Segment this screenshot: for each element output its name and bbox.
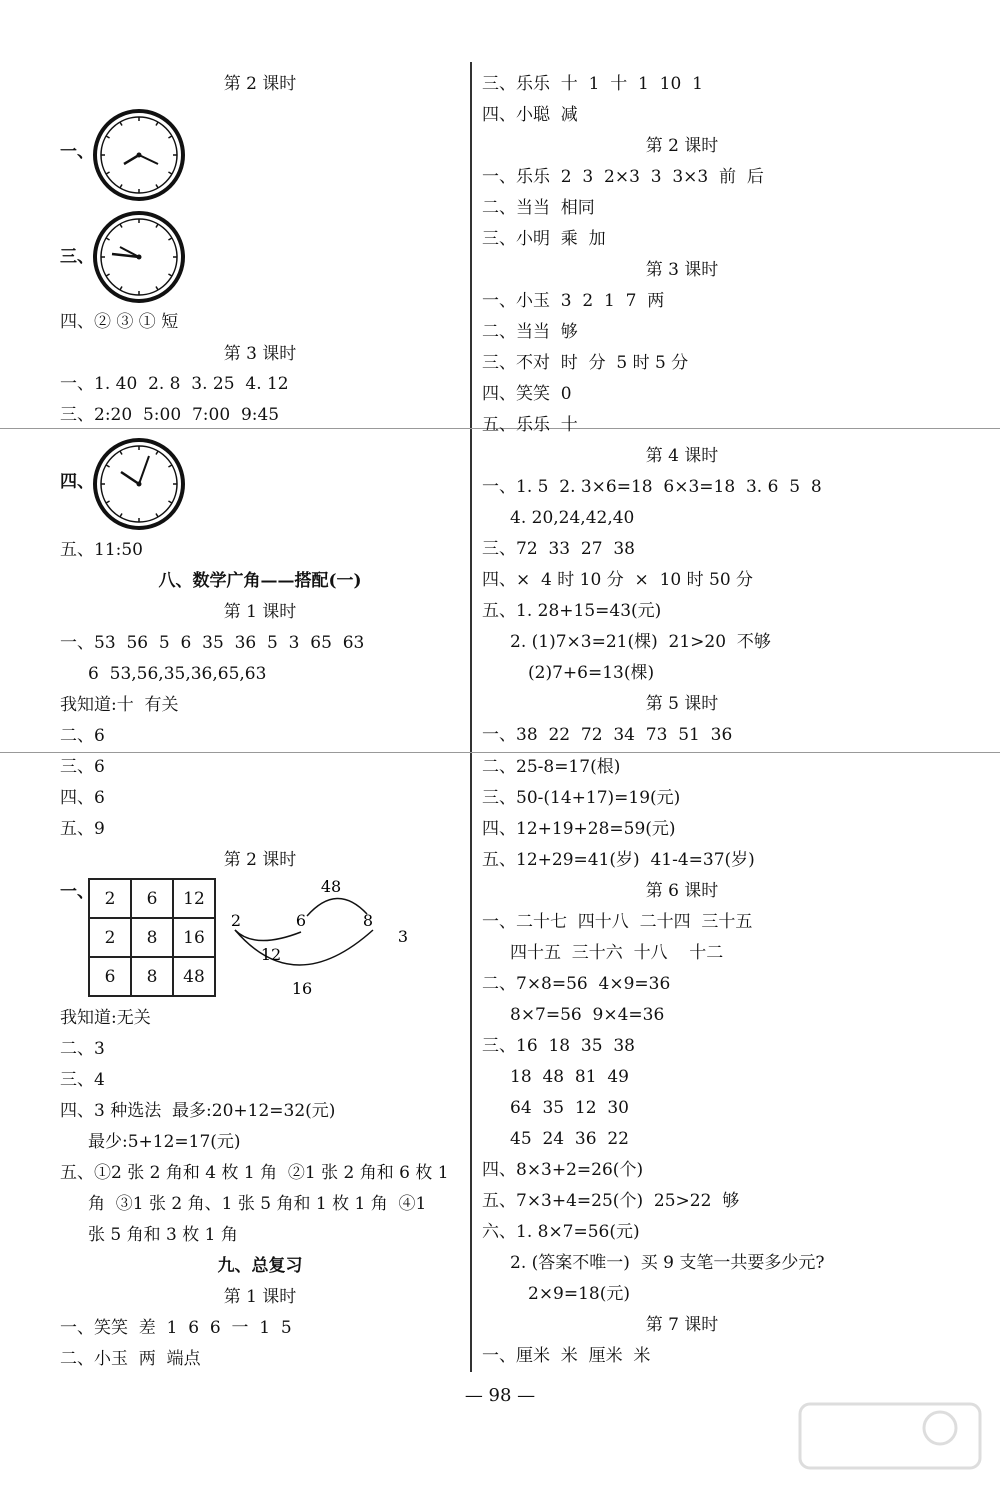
arc-label: 12 — [260, 945, 282, 964]
answer-line: 一、二十七 四十八 二十四 三十五 — [482, 912, 753, 932]
clock-tick — [120, 122, 122, 125]
answer-line: 三、6 — [60, 757, 105, 777]
question-label: 一、 — [60, 142, 94, 162]
grid-cell: 8 — [131, 957, 173, 996]
answer-line: 三、72 33 27 38 — [482, 539, 635, 559]
clock-tick — [156, 122, 158, 125]
section-title: 第 2 课时 — [645, 136, 719, 156]
answer-line: 18 48 81 49 — [510, 1067, 629, 1087]
answer-line: 二、25-8=17(根) — [482, 757, 621, 777]
answer-line: 2. (1)7×3=21(棵) 21>20 不够 — [510, 632, 771, 652]
answer-line: 六、1. 8×7=56(元) — [482, 1222, 640, 1242]
arc-label: 3 — [397, 927, 409, 946]
clock-tick — [168, 274, 171, 276]
question-label: 三、 — [60, 247, 94, 267]
grid-cell: 6 — [89, 957, 131, 996]
section-title: 第 1 课时 — [223, 602, 297, 622]
page-number: — 98 — — [464, 1385, 536, 1406]
answer-line: 三、50-(14+17)=19(元) — [482, 788, 681, 808]
answer-line: 五、乐乐 十 — [482, 415, 578, 435]
answer-line: 五、9 — [60, 819, 105, 839]
answer-line: 6 53,56,35,36,65,63 — [88, 664, 267, 684]
chapter-title: 九、总复习 — [217, 1256, 303, 1276]
clock-tick — [106, 136, 109, 138]
clock-tick — [106, 274, 109, 276]
answer-line: 二、当当 够 — [482, 322, 578, 342]
section-title: 第 2 课时 — [223, 850, 297, 870]
scan-line — [0, 752, 1000, 753]
answer-line: 四、② ③ ① 短 — [60, 312, 179, 332]
answer-line: 我知道:无关 — [60, 1008, 151, 1028]
answer-line: 一、53 56 5 6 35 36 5 3 65 63 — [60, 633, 365, 653]
answer-line: 一、笑笑 差 1 6 6 一 1 5 — [60, 1318, 292, 1338]
answer-line: 二、7×8=56 4×9=36 — [482, 974, 671, 994]
answer-line: 二、小玉 两 端点 — [60, 1349, 201, 1369]
arc-label: 8 — [362, 911, 374, 930]
multiplication-grid — [88, 878, 216, 997]
answer-line: 三、小明 乘 加 — [482, 229, 606, 249]
answer-line: 五、①2 张 2 角和 4 枚 1 角 ②1 张 2 角和 6 枚 1 — [60, 1163, 449, 1183]
clock-tick — [106, 172, 109, 174]
clock-tick — [120, 513, 122, 516]
arc-label: 6 — [295, 911, 307, 930]
answer-line: 三、16 18 35 38 — [482, 1036, 635, 1056]
column-divider — [470, 62, 472, 1372]
answer-line: 一、1. 40 2. 8 3. 25 4. 12 — [60, 374, 289, 394]
answer-line: 四、笑笑 0 — [482, 384, 572, 404]
clock-tick — [168, 501, 171, 503]
clock-tick — [106, 465, 109, 467]
answer-line: 二、6 — [60, 726, 105, 746]
section-title: 第 4 课时 — [645, 446, 719, 466]
clock-tick — [156, 513, 158, 516]
answer-line: 四十五 三十六 十八 十二 — [510, 943, 724, 963]
clock-tick — [120, 184, 122, 187]
section-title: 第 3 课时 — [645, 260, 719, 280]
clock-tick — [156, 451, 158, 454]
answer-line: 一、小玉 3 2 1 7 两 — [482, 291, 665, 311]
answer-line: 五、11:50 — [60, 540, 143, 560]
grid-cell: 2 — [89, 879, 131, 918]
arc-label: 48 — [320, 877, 342, 896]
grid-cell: 6 — [131, 879, 173, 918]
clock-icon — [92, 437, 186, 531]
answer-line: 2. (答案不唯一) 买 9 支笔一共要多少元? — [510, 1253, 825, 1273]
answer-line: 45 24 36 22 — [510, 1129, 629, 1149]
answer-line: 五、7×3+4=25(个) 25>22 够 — [482, 1191, 740, 1211]
question-label: 四、 — [60, 472, 94, 492]
section-title: 第 1 课时 — [223, 1287, 297, 1307]
chapter-title: 八、数学广角——搭配(一) — [158, 571, 362, 591]
grid-cell: 8 — [131, 918, 173, 957]
answer-line: 四、小聪 减 — [482, 105, 578, 125]
answer-line: 64 35 12 30 — [510, 1098, 629, 1118]
answer-line: 一、38 22 72 34 73 51 36 — [482, 725, 733, 745]
grid-cell: 16 — [173, 918, 215, 957]
section-title: 第 2 课时 — [223, 74, 297, 94]
answer-line: (2)7+6=13(棵) — [528, 663, 655, 683]
arc-label: 16 — [291, 979, 313, 998]
clock-tick — [168, 238, 171, 240]
answer-line: 一、厘米 米 厘米 米 — [482, 1346, 651, 1366]
answer-line: 角 ③1 张 2 角、1 张 5 角和 1 枚 1 角 ④1 — [88, 1194, 427, 1214]
watermark-logo-icon — [790, 1396, 990, 1476]
clock-tick — [120, 451, 122, 454]
clock-tick — [168, 172, 171, 174]
clock-tick — [156, 184, 158, 187]
section-title: 第 3 课时 — [223, 344, 297, 364]
grid-cell: 12 — [173, 879, 215, 918]
answer-line: 一、乐乐 2 3 2×3 3 3×3 前 后 — [482, 167, 764, 187]
grid-cell: 48 — [173, 957, 215, 996]
clock-tick — [168, 136, 171, 138]
answer-line: 一、1. 5 2. 3×6=18 6×3=18 3. 6 5 8 — [482, 477, 822, 497]
clock-tick — [120, 224, 122, 227]
answer-line: 三、2:20 5:00 7:00 9:45 — [60, 405, 280, 425]
answer-line: 四、8×3+2=26(个) — [482, 1160, 644, 1180]
answer-line: 三、不对 时 分 5 时 5 分 — [482, 353, 689, 373]
answer-line: 8×7=56 9×4=36 — [510, 1005, 665, 1025]
clock-tick — [156, 224, 158, 227]
answer-line: 四、3 种选法 最多:20+12=32(元) — [60, 1101, 336, 1121]
answer-line: 三、乐乐 十 1 十 1 10 1 — [482, 74, 703, 94]
answer-line: 张 5 角和 3 枚 1 角 — [88, 1225, 238, 1245]
answer-line: 三、4 — [60, 1070, 105, 1090]
answer-line: 4. 20,24,42,40 — [510, 508, 635, 528]
question-label: 一、 — [60, 882, 94, 902]
answer-line: 二、3 — [60, 1039, 105, 1059]
answer-line: 四、× 4 时 10 分 × 10 时 50 分 — [482, 570, 754, 590]
answer-line: 四、12+19+28=59(元) — [482, 819, 676, 839]
clock-tick — [156, 286, 158, 289]
grid-cell: 2 — [89, 918, 131, 957]
clock-icon — [92, 108, 186, 202]
section-title: 第 7 课时 — [645, 1315, 719, 1335]
answer-line: 我知道:十 有关 — [60, 695, 179, 715]
answer-line: 二、当当 相同 — [482, 198, 595, 218]
clock-tick — [106, 238, 109, 240]
clock-tick — [168, 465, 171, 467]
answer-line: 2×9=18(元) — [528, 1284, 631, 1304]
section-title: 第 5 课时 — [645, 694, 719, 714]
pairing-arc-diagram — [225, 870, 425, 1000]
clock-icon — [92, 210, 186, 304]
answer-line: 五、12+29=41(岁) 41-4=37(岁) — [482, 850, 755, 870]
answer-line: 五、1. 28+15=43(元) — [482, 601, 662, 621]
answer-line: 四、6 — [60, 788, 105, 808]
clock-tick — [106, 501, 109, 503]
clock-tick — [120, 286, 122, 289]
answer-line: 最少:5+12=17(元) — [88, 1132, 241, 1152]
arc-label: 2 — [230, 911, 242, 930]
section-title: 第 6 课时 — [645, 881, 719, 901]
